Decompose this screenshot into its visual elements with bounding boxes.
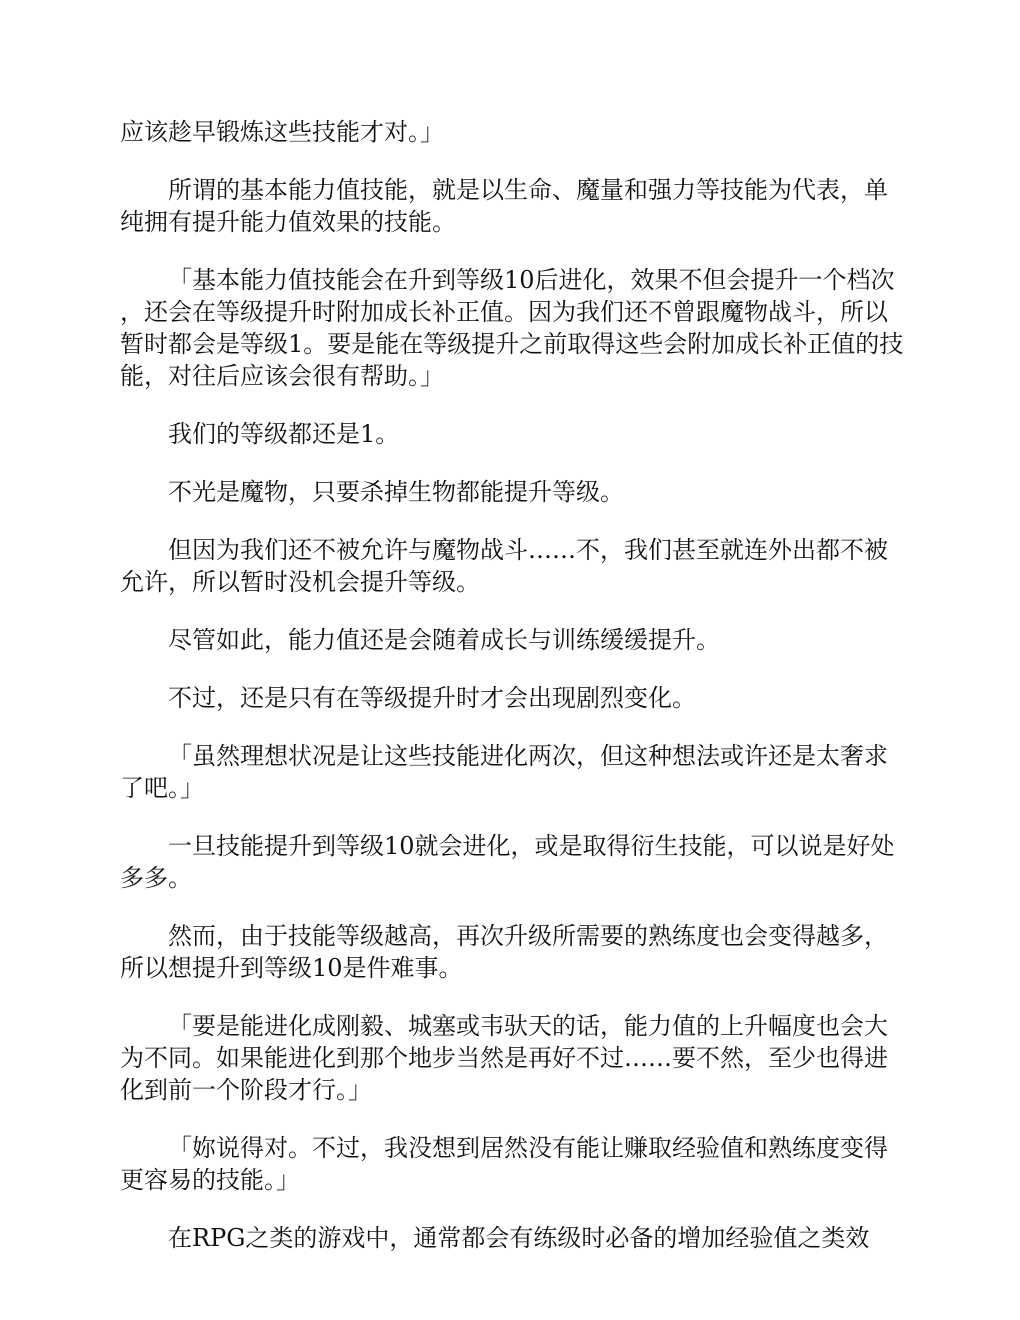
paragraph: 「妳说得对。不过，我没想到居然没有能让赚取经验值和熟练度变得更容易的技能。」 (120, 1134, 888, 1194)
document-page (120, 116, 904, 1280)
paragraph: 尽管如此，能力值还是会随着成长与训练缓缓提升。 (168, 626, 720, 654)
paragraph: 一旦技能提升到等级10就会进化，或是取得衍生技能，可以说是好处多多。 (120, 832, 895, 892)
paragraph-continued: 应该趁早锻炼这些技能才对。」 (120, 118, 444, 146)
paragraph: 「基本能力值技能会在升到等级10后进化，效果不但会提升一个档次，还会在等级提升时附加成长补正值。因为我们还不曾跟魔物战斗，所以暂时都会是等级1。要是能在等级提升之前取得这些会附加成长补正值的技能，对往后应该会很有帮助。」 (120, 266, 904, 390)
paragraph: 「要是能进化成刚毅、城塞或韦驮天的话，能力值的上升幅度也会大为不同。如果能进化到那个地步当然是再好不过……要不然，至少也得进化到前一个阶段才行。」 (120, 1012, 888, 1104)
paragraph: 不光是魔物，只要杀掉生物都能提升等级。 (168, 478, 624, 506)
paragraph: 所谓的基本能力值技能，就是以生命、魔量和强力等技能为代表，单纯拥有提升能力值效果的技能。 (120, 176, 888, 236)
paragraph: 「虽然理想状况是让这些技能进化两次，但这种想法或许还是太奢求了吧。」 (120, 742, 888, 802)
paragraph: 然而，由于技能等级越高，再次升级所需要的熟练度也会变得越多，所以想提升到等级10是件难事。 (120, 922, 888, 982)
paragraph: 在RPG之类的游戏中，通常都会有练级时必备的增加经验值之类效 (168, 1224, 870, 1252)
paragraph: 我们的等级都还是1。 (168, 420, 400, 448)
paragraph: 但因为我们还不被允许与魔物战斗……不，我们甚至就连外出都不被允许，所以暂时没机会提升等级。 (120, 536, 888, 596)
paragraph: 不过，还是只有在等级提升时才会出现剧烈变化。 (168, 684, 696, 712)
